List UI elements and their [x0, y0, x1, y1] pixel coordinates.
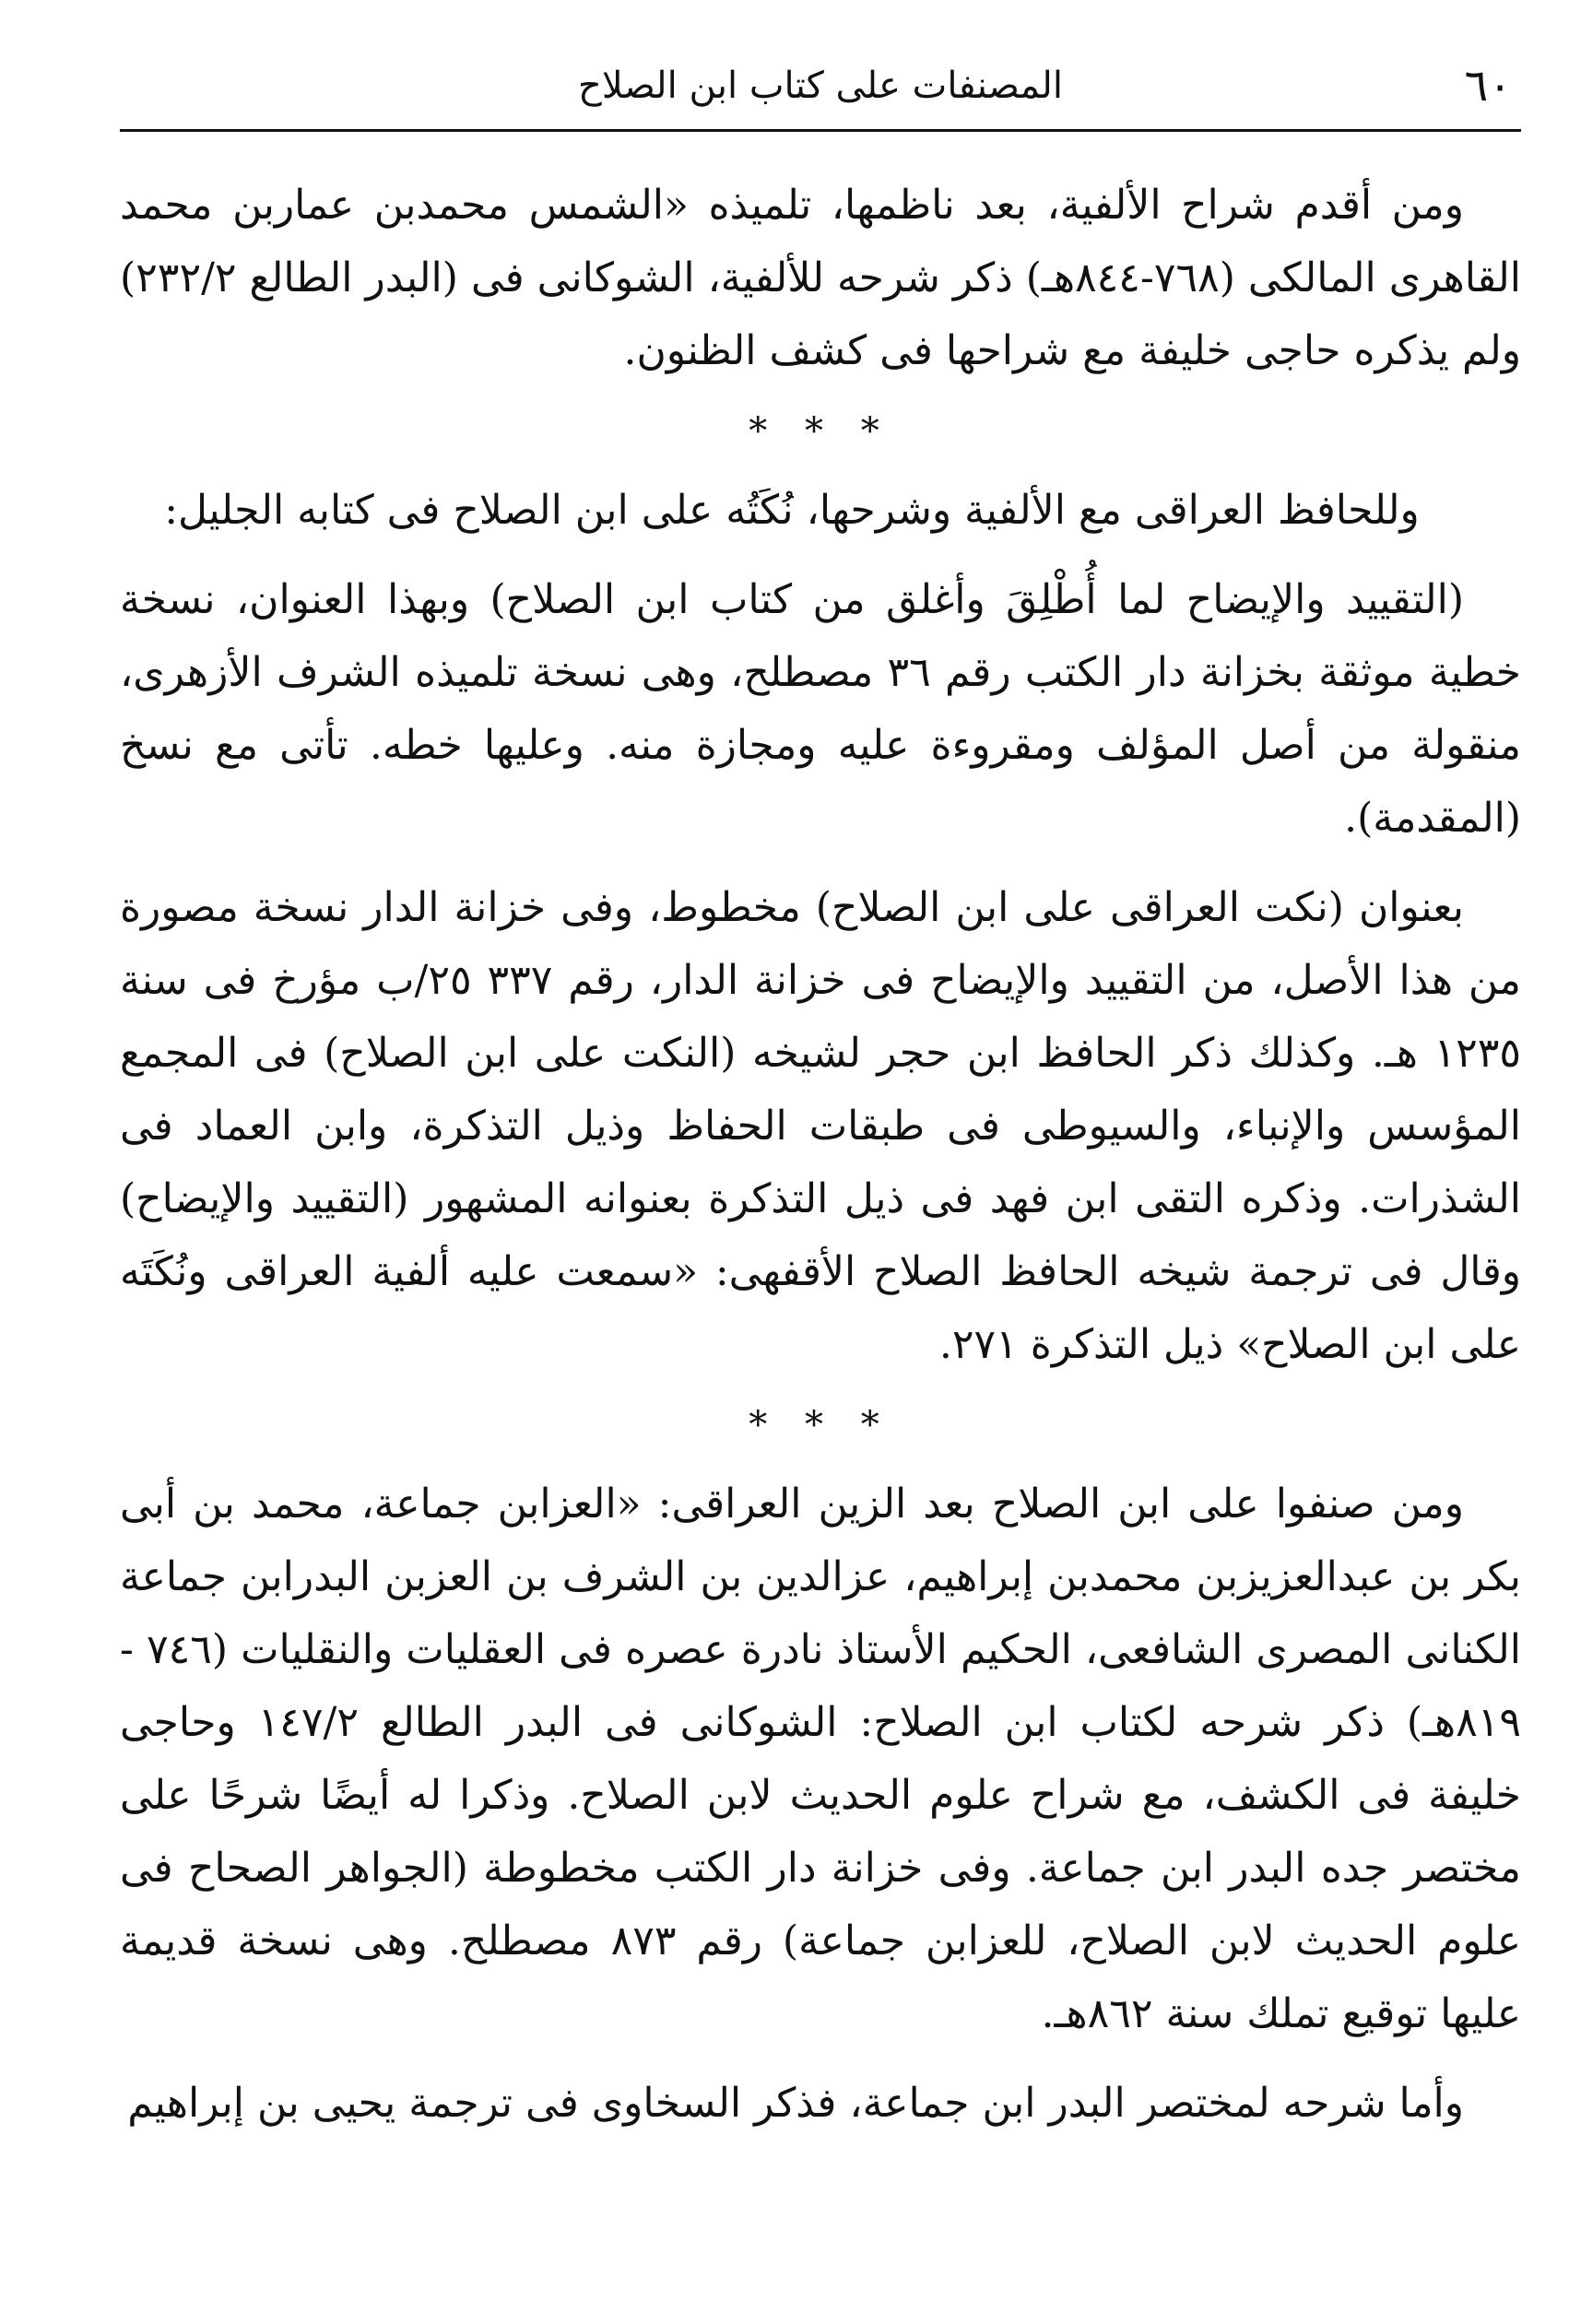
page-header — [120, 46, 1521, 132]
running-title: المصنفات على كتاب ابن الصلاح — [578, 65, 1063, 107]
paragraph-1: ومن أقدم شراح الألفية، بعد ناظمها، تلميذه «الشمس محمدبن عماربن محمد القاهرى المالكى (٧٦٨-٨٤٤هـ) ذكر شرحه للألفية، الشوكانى فى (البدر الطالع ٢٣٢/٢) ولم يذكره حاجى خليفة مع شراحها فى كشف الظنون. — [120, 182, 1521, 374]
paragraph-5: ومن صنفوا على ابن الصلاح بعد الزين العراقى: «العزابن جماعة، محمد بن أبى بكر بن عبدالعزيزبن محمدبن إبراهيم، عزالدين بن الشرف بن العزبن البدرابن جماعة الكنانى المصرى الشافعى، الحكيم الأستاذ نادرة عصره فى العقليات والنقليات (٧٤٦ - ٨١٩هـ) ذكر شرحه لكتاب ابن الصلاح: الشوكانى فى البدر الطالع ١٤٧/٢ وحاجى خليفة فى الكشف، مع شراح علوم الحديث لابن الصلاح. وذكرا له أيضًا شرحًا على مختصر جده البدر ابن جماعة. وفى خزانة دار الكتب مخطوطة (الجواهر الصحاح فى علوم الحديث لابن الصلاح، للعزابن جماعة) رقم ٨٧٣ مصطلح. وهى نسخة قديمة عليها توقيع تملك سنة ٨٦٢هـ. — [120, 1481, 1522, 2037]
section-separator: * * * — [749, 410, 892, 453]
page-body — [120, 169, 1521, 2140]
paragraph-6: وأما شرحه لمختصر البدر ابن جماعة، فذكر السخاوى فى ترجمة يحيى بن إبراهيم — [127, 2080, 1464, 2127]
book-page — [120, 46, 1521, 2286]
section-separator: * * * — [749, 1404, 892, 1446]
paragraph-2: وللحافظ العراقى مع الألفية وشرحها، نُكَتُه على ابن الصلاح فى كتابه الجليل: — [164, 487, 1420, 534]
page-number: ٦٠ — [1464, 60, 1512, 112]
paragraph-3: (التقييد والإيضاح لما أُطْلِقَ وأغلق من كتاب ابن الصلاح) وبهذا العنوان، نسخة خطية موثقة بخزانة دار الكتب رقم ٣٦ مصطلح، وهى نسخة تلميذه الشرف الأزهرى، منقولة من أصل المؤلف ومقروءة عليه ومجازة منه. وعليها خطه. تأتى مع نسخ (المقدمة). — [120, 576, 1522, 842]
paragraph-4: بعنوان (نكت العراقى على ابن الصلاح) مخطوط، وفى خزانة الدار نسخة مصورة من هذا الأصل، من التقييد والإيضاح فى خزانة الدار، رقم ٣٣٧ ٢٥/ب مؤرخ فى سنة ١٢٣٥ هـ. وكذلك ذكر الحافظ ابن حجر لشيخه (النكت على ابن الصلاح) فى المجمع المؤسس والإنباء، والسيوطى فى طبقات الحفاظ وذيل التذكرة، وابن العماد فى الشذرات. وذكره التقى ابن فهد فى ذيل التذكرة بعنوانه المشهور (التقييد والإيضاح) وقال فى ترجمة شيخه الحافظ الصلاح الأقفهى: «سمعت عليه ألفية العراقى ونُكَتَه على ابن الصلاح» ذيل التذكرة ٢٧١. — [120, 884, 1521, 1368]
